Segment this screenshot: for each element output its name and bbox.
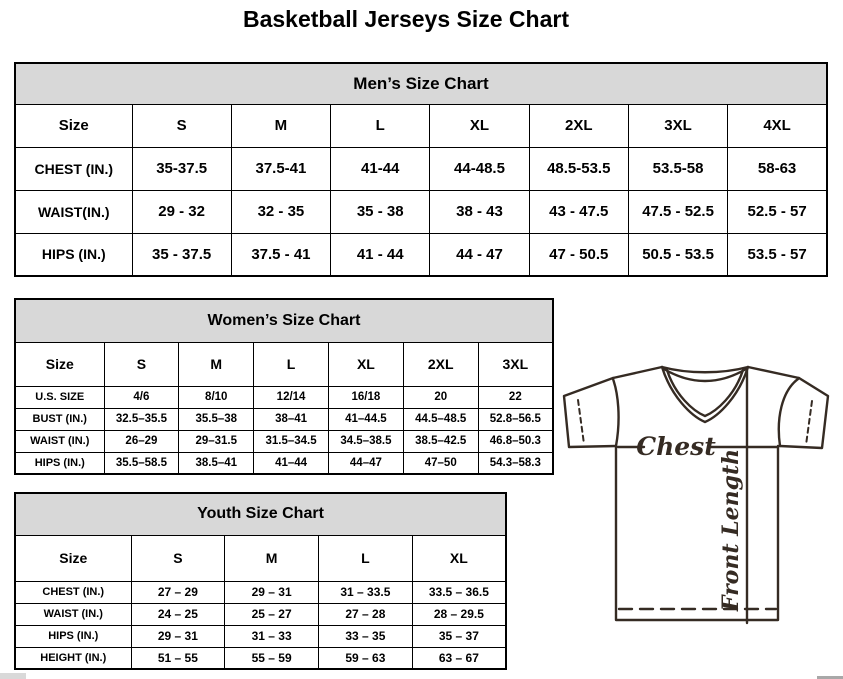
row-label: HIPS (IN.)	[15, 233, 132, 276]
col-header: XL	[328, 342, 403, 386]
cell: 31 – 33	[225, 625, 319, 647]
col-header: 4XL	[728, 104, 827, 147]
cell: 51 – 55	[131, 647, 225, 669]
cell: 41–44.5	[328, 408, 403, 430]
col-header: S	[131, 535, 225, 581]
cell: 38 - 43	[430, 190, 529, 233]
cell: 41–44	[254, 452, 329, 474]
cell: 52.5 - 57	[728, 190, 827, 233]
cell: 33.5 – 36.5	[412, 581, 506, 603]
col-header: M	[179, 342, 254, 386]
table-row	[15, 147, 827, 190]
cell: 55 – 59	[225, 647, 319, 669]
cell: 47–50	[403, 452, 478, 474]
col-header: Size	[15, 104, 132, 147]
col-header: L	[319, 535, 413, 581]
youth-chart-title: Youth Size Chart	[15, 493, 506, 535]
page-title: Basketball Jerseys Size Chart	[242, 6, 569, 32]
col-header: 2XL	[403, 342, 478, 386]
col-header: M	[225, 535, 319, 581]
mens-size-table	[14, 62, 828, 277]
row-label: U.S. SIZE	[15, 386, 104, 408]
cell: 31.5–34.5	[254, 430, 329, 452]
cell: 28 – 29.5	[412, 603, 506, 625]
row-label: HEIGHT (IN.)	[15, 647, 131, 669]
row-label: CHEST (IN.)	[15, 581, 131, 603]
col-header: S	[132, 104, 231, 147]
cell: 47 - 50.5	[529, 233, 628, 276]
jersey-diagram-svg	[556, 358, 838, 628]
jersey-armhole-left	[613, 379, 619, 446]
row-label: HIPS (IN.)	[15, 452, 104, 474]
cell: 35.5–58.5	[104, 452, 179, 474]
cell: 12/14	[254, 386, 329, 408]
cell: 48.5-53.5	[529, 147, 628, 190]
cell: 35-37.5	[132, 147, 231, 190]
jersey-sleeve-right-dashes	[806, 401, 812, 445]
row-label: HIPS (IN.)	[15, 625, 131, 647]
cell: 22	[478, 386, 553, 408]
jersey-measurement-diagram	[556, 358, 838, 628]
cell: 35 - 37.5	[132, 233, 231, 276]
cell: 4/6	[104, 386, 179, 408]
cell: 38–41	[254, 408, 329, 430]
cell: 29 – 31	[131, 625, 225, 647]
cell: 63 – 67	[412, 647, 506, 669]
table-row	[15, 625, 506, 647]
cell: 52.8–56.5	[478, 408, 553, 430]
cell: 43 - 47.5	[529, 190, 628, 233]
cell: 53.5 - 57	[728, 233, 827, 276]
jersey-body	[616, 446, 778, 620]
front-length-label: Front Length	[718, 448, 744, 612]
cell: 44 - 47	[430, 233, 529, 276]
row-label: WAIST(IN.)	[15, 190, 132, 233]
col-header: L	[331, 104, 430, 147]
col-header: M	[231, 104, 330, 147]
scrollbar-fragment-left[interactable]	[0, 673, 26, 679]
col-header: XL	[430, 104, 529, 147]
cell: 34.5–38.5	[328, 430, 403, 452]
cell: 27 – 28	[319, 603, 413, 625]
cell: 50.5 - 53.5	[628, 233, 727, 276]
col-header: XL	[412, 535, 506, 581]
womens-chart-title: Women’s Size Chart	[15, 299, 553, 342]
row-label: WAIST (IN.)	[15, 603, 131, 625]
cell: 37.5-41	[231, 147, 330, 190]
cell: 44-48.5	[430, 147, 529, 190]
col-header: 3XL	[478, 342, 553, 386]
cell: 27 – 29	[131, 581, 225, 603]
cell: 35.5–38	[179, 408, 254, 430]
col-header: Size	[15, 535, 131, 581]
cell: 38.5–41	[179, 452, 254, 474]
chest-label: Chest	[636, 432, 716, 461]
cell: 25 – 27	[225, 603, 319, 625]
col-header: 2XL	[529, 104, 628, 147]
table-row	[15, 430, 553, 452]
cell: 41-44	[331, 147, 430, 190]
table-row	[15, 408, 553, 430]
cell: 41 - 44	[331, 233, 430, 276]
cell: 59 – 63	[319, 647, 413, 669]
mens-chart-title: Men’s Size Chart	[15, 63, 827, 104]
jersey-shoulder-right	[748, 367, 799, 378]
cell: 44.5–48.5	[403, 408, 478, 430]
table-row	[15, 581, 506, 603]
cell: 58-63	[728, 147, 827, 190]
cell: 38.5–42.5	[403, 430, 478, 452]
cell: 29–31.5	[179, 430, 254, 452]
col-header: L	[254, 342, 329, 386]
row-label: BUST (IN.)	[15, 408, 104, 430]
jersey-shoulder-left	[613, 367, 662, 378]
cell: 29 – 31	[225, 581, 319, 603]
cell: 37.5 - 41	[231, 233, 330, 276]
table-row	[15, 386, 553, 408]
jersey-collar-back-top	[662, 367, 748, 372]
jersey-sleeve-left	[564, 378, 616, 447]
col-header: Size	[15, 342, 104, 386]
cell: 46.8–50.3	[478, 430, 553, 452]
row-label: CHEST (IN.)	[15, 147, 132, 190]
cell: 31 – 33.5	[319, 581, 413, 603]
cell: 47.5 - 52.5	[628, 190, 727, 233]
jersey-sleeve-left-dashes	[578, 400, 584, 444]
cell: 33 – 35	[319, 625, 413, 647]
jersey-armhole-right	[779, 379, 798, 446]
table-row	[15, 603, 506, 625]
cell: 20	[403, 386, 478, 408]
col-header: S	[104, 342, 179, 386]
row-label: WAIST (IN.)	[15, 430, 104, 452]
cell: 26–29	[104, 430, 179, 452]
table-row	[15, 647, 506, 669]
cell: 35 – 37	[412, 625, 506, 647]
table-row	[15, 233, 827, 276]
table-row	[15, 190, 827, 233]
womens-size-table	[14, 298, 554, 475]
col-header: 3XL	[628, 104, 727, 147]
cell: 8/10	[179, 386, 254, 408]
youth-size-table	[14, 492, 507, 670]
cell: 53.5-58	[628, 147, 727, 190]
cell: 35 - 38	[331, 190, 430, 233]
cell: 24 – 25	[131, 603, 225, 625]
cell: 32.5–35.5	[104, 408, 179, 430]
cell: 29 - 32	[132, 190, 231, 233]
jersey-sleeve-right	[780, 378, 828, 448]
cell: 32 - 35	[231, 190, 330, 233]
cell: 54.3–58.3	[478, 452, 553, 474]
cell: 16/18	[328, 386, 403, 408]
cell: 44–47	[328, 452, 403, 474]
table-row	[15, 452, 553, 474]
